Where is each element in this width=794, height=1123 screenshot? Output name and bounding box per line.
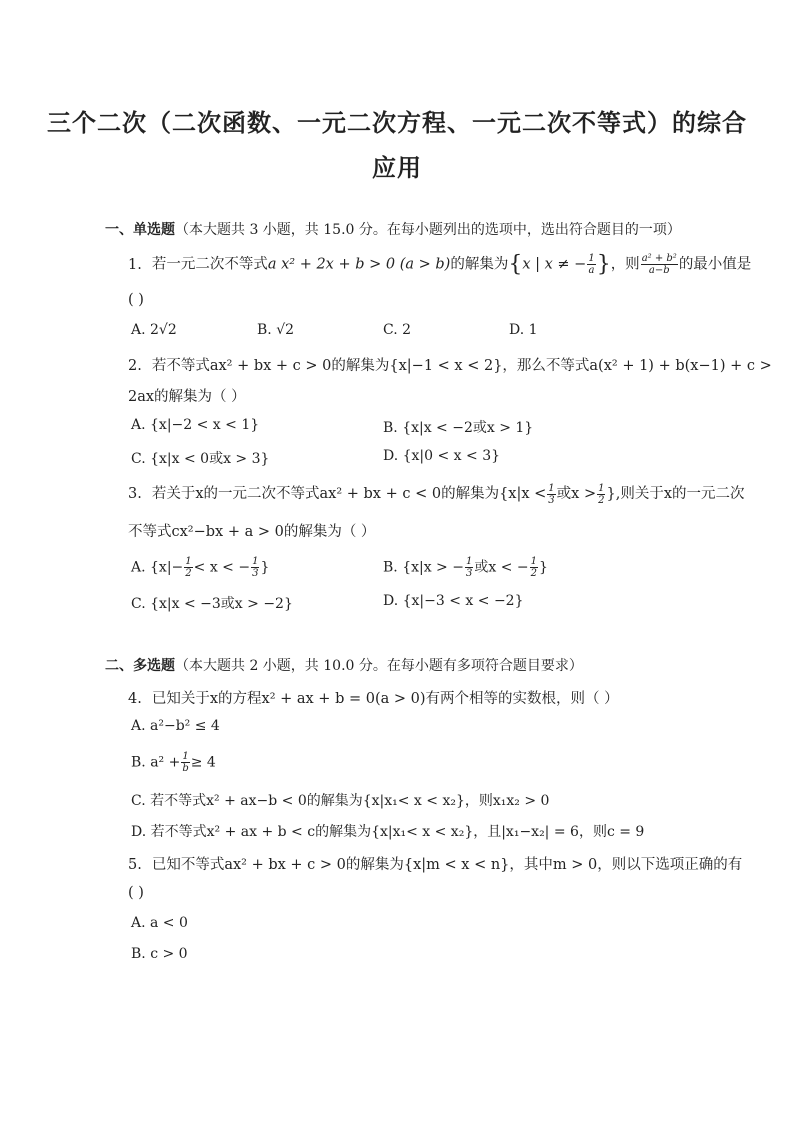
q1-text-d: 的最小值是 [678,256,752,273]
opt-text: B. a² + [131,754,181,771]
brace-open: { [508,252,523,277]
q2-option-a[interactable]: A. {x|−2 < x < 1} [131,417,260,433]
fraction [181,751,189,774]
numerator: a² + b² [641,253,677,264]
q1-option-d[interactable]: D. 1 [509,322,538,338]
page-title-line2: 应用 [372,153,422,182]
question-2-stem-line2: 2ax的解集为（ ） [128,389,246,405]
denominator: a [588,265,595,276]
question-number: 2. [128,358,142,374]
q3-text-c: },则关于x的一元二次 [606,486,745,502]
fraction [184,556,192,579]
section-label: 一、单选题 [105,222,175,238]
q5-option-b[interactable]: B. c > 0 [131,946,188,962]
question-3-stem [128,482,745,506]
denominator: 3 [548,494,555,506]
denominator: 2 [530,568,537,579]
q1-option-b[interactable]: B. √2 [257,322,295,338]
question-3-stem-line2: 不等式cx²−bx + a > 0的解集为（ ） [128,524,376,540]
section-description: （本大题共 2 小题，共 10.0 分。在每小题有多项符合题目要求） [175,658,583,674]
section-description: （本大题共 3 小题，共 15.0 分。在每小题列出的选项中，选出符合题目的一项） [175,222,681,238]
q3-fraction-2 [597,483,605,506]
question-5-answer-paren: ( ) [128,885,144,901]
q3-option-d[interactable]: D. {x|−3 < x < −2} [383,593,524,609]
question-1-answer-paren: ( ) [128,292,144,308]
opt-text: } [538,559,548,576]
q1-math-set: x | x ≠ − [522,256,587,273]
fraction [465,556,473,579]
q4-option-a[interactable]: A. a²−b² ≤ 4 [131,718,220,734]
section-heading-multiple-choice [105,655,583,675]
page-title-line1: 三个二次（二次函数、一元二次方程、一元二次不等式）的综合 [47,108,747,137]
denominator: 3 [465,568,473,579]
brace-close: } [596,252,611,277]
q1-option-a[interactable]: A. 2√2 [131,322,177,338]
q3-text-b: 或x > [556,486,597,502]
numerator: 1 [182,751,189,762]
q3-option-a[interactable] [131,556,269,579]
q1-math-inequality: a x² + 2x + b > 0 (a > b) [267,256,451,273]
q2-option-d[interactable]: D. {x|0 < x < 3} [383,448,501,464]
question-number: 5. [128,857,142,873]
q2-text-line1: 若不等式ax² + bx + c > 0的解集为{x|−1 < x < 2}，那么不等式a(x² + 1) + b(x−1) + c > [151,358,772,374]
opt-text: B. {x|x > − [383,559,464,576]
section-label: 二、多选题 [105,658,175,674]
opt-text: < x < − [193,559,251,576]
q3-fraction-1 [547,483,555,506]
q4-option-b[interactable] [131,751,216,774]
q3-option-c[interactable]: C. {x|x < −3或x > −2} [131,596,293,612]
denominator: a−b [648,265,670,276]
question-5-stem [128,853,742,874]
q3-option-b[interactable] [383,556,548,579]
q4-text: 已知关于x的方程x² + ax + b = 0(a > 0)有两个相等的实数根，则（ ） [151,691,619,707]
denominator: 2 [598,494,605,506]
question-number: 1. [128,256,142,273]
question-number: 4. [128,691,142,707]
denominator: b [182,763,189,774]
q2-option-c[interactable]: C. {x|x < 0或x > 3} [131,451,270,467]
q1-fraction-1-over-a [587,253,595,276]
opt-text: } [260,559,270,576]
q1-text-a: 若一元二次不等式 [151,256,268,273]
q4-option-d[interactable]: D. 若不等式x² + ax + b < c的解集为{x|x₁< x < x₂}，且|x₁−x₂| = 6，则c = 9 [131,824,645,840]
opt-text: ≥ 4 [190,754,216,771]
q1-text-c: ，则 [610,256,640,273]
section-heading-single-choice [105,219,681,239]
numerator: 1 [252,556,259,567]
numerator: 1 [548,482,555,494]
q5-option-a[interactable]: A. a < 0 [131,915,188,931]
q4-option-c[interactable]: C. 若不等式x² + ax−b < 0的解集为{x|x₁< x < x₂}，则x₁x₂ > 0 [131,793,550,809]
question-1-stem [128,252,751,277]
numerator: 1 [598,482,605,494]
numerator: 1 [465,556,473,567]
q3-text-a: 若关于x的一元二次不等式ax² + bx + c < 0的解集为{x|x < [151,486,547,502]
denominator: 2 [185,568,192,579]
question-4-stem [128,687,619,708]
fraction [251,556,259,579]
opt-text: 或x < − [474,559,529,576]
q1-text-b: 的解集为 [450,256,509,273]
q1-option-c[interactable]: C. 2 [383,322,412,338]
fraction [530,556,538,579]
q5-text: 已知不等式ax² + bx + c > 0的解集为{x|m < x < n}，其中m > 0，则以下选项正确的有 [151,857,743,873]
numerator: 1 [588,253,595,264]
denominator: 3 [252,568,259,579]
question-2-stem [128,354,772,375]
question-number: 3. [128,486,142,502]
q1-fraction-expression [641,253,678,276]
numerator: 1 [185,556,192,567]
numerator: 1 [530,556,537,567]
q2-option-b[interactable]: B. {x|x < −2或x > 1} [383,420,534,436]
opt-text: A. {x|− [131,559,184,576]
